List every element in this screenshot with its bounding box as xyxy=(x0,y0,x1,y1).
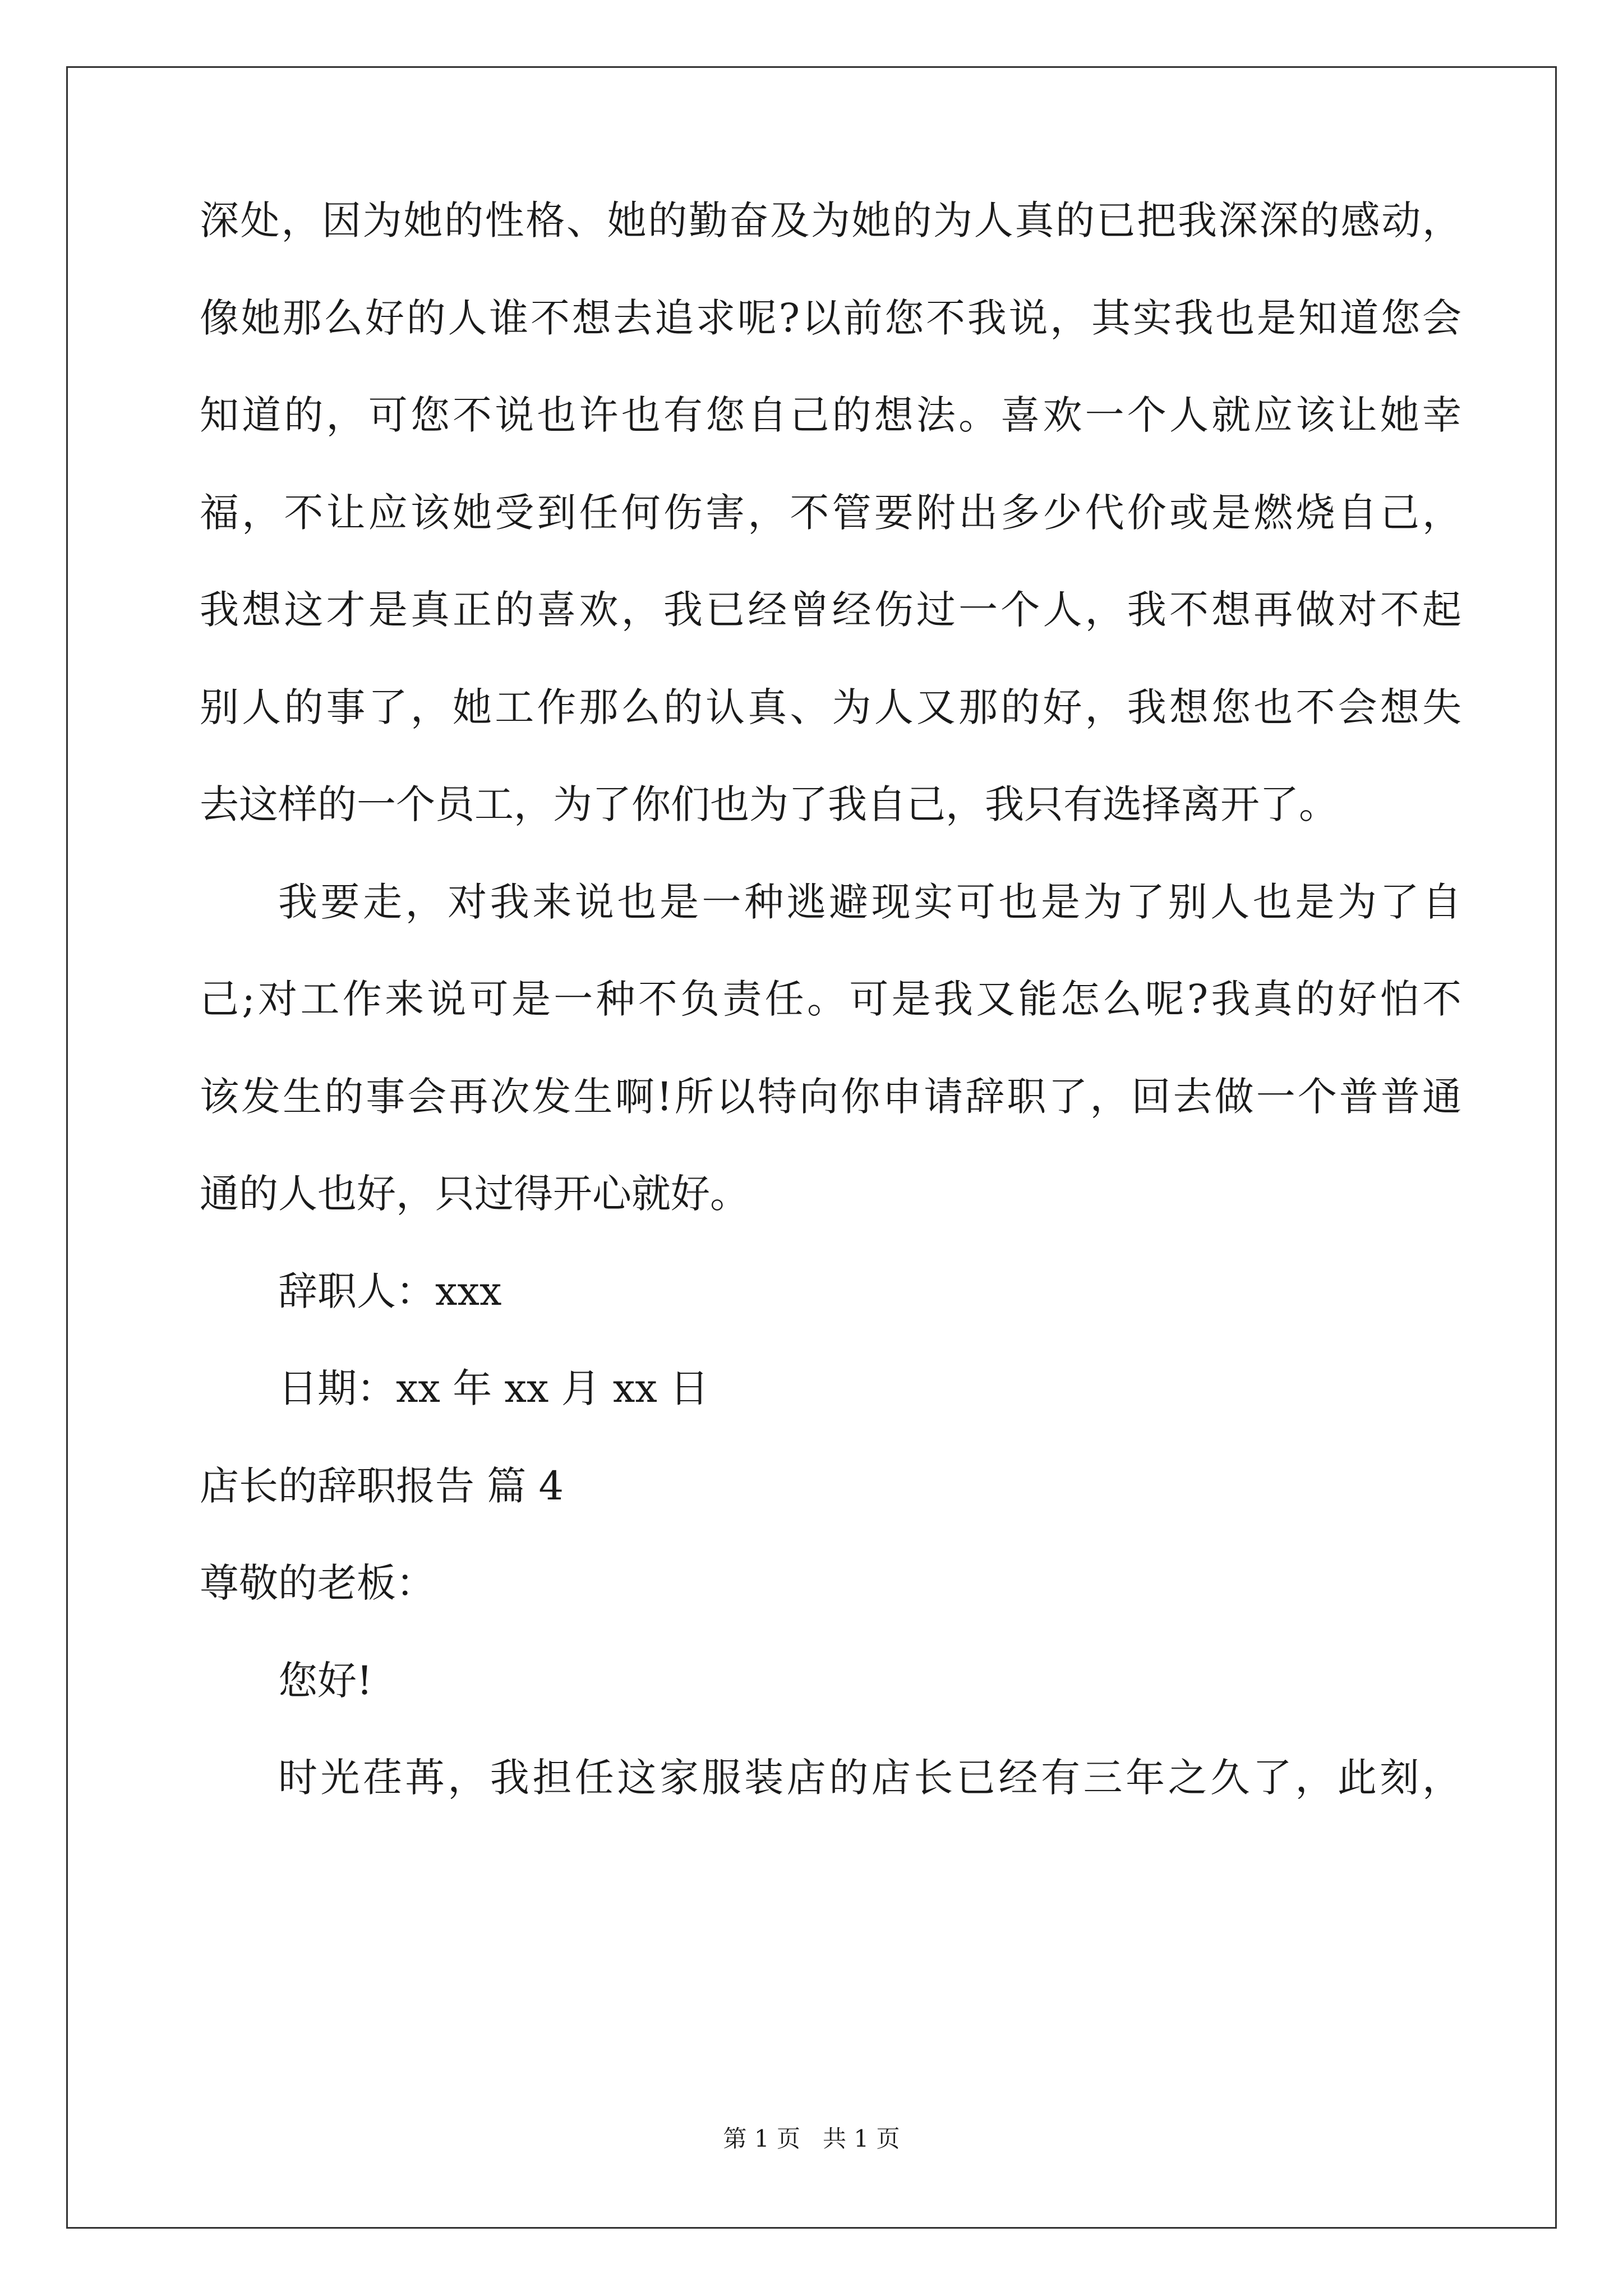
text-line: 深处，因为她的性格、她的勤奋及为她的为人真的已把我深深的感动， xyxy=(200,197,1461,243)
text-line: 我要走，对我来说也是一种逃避现实可也是为了别人也是为了自 xyxy=(278,878,1461,925)
text-line: 像她那么好的人谁不想去追求呢?以前您不我说，其实我也是知道您会 xyxy=(200,295,1461,341)
date-line: 日期：xx 年 xx 月 xx 日 xyxy=(278,1365,709,1411)
text-line: 福，不让应该她受到任何伤害，不管要附出多少代价或是燃烧自己， xyxy=(200,489,1461,536)
section-heading: 店长的辞职报告 篇 4 xyxy=(200,1462,564,1509)
text-line: 知道的，可您不说也许也有您自己的想法。喜欢一个人就应该让她幸 xyxy=(200,392,1461,438)
text-line: 己;对工作来说可是一种不负责任。可是我又能怎么呢?我真的好怕不 xyxy=(200,976,1461,1022)
document-body xyxy=(200,197,1461,1856)
text-line: 我想这才是真正的喜欢，我已经曾经伤过一个人，我不想再做对不起 xyxy=(200,587,1461,633)
salutation: 尊敬的老板： xyxy=(200,1560,435,1606)
text-line: 去这样的一个员工，为了你们也为了我自己，我只有选择离开了。 xyxy=(200,781,1338,827)
page-number: 第 1 页 共 1 页 xyxy=(723,2125,900,2152)
text-line: 通的人也好，只过得开心就好。 xyxy=(200,1171,749,1217)
signature-line: 辞职人：xxx xyxy=(278,1268,502,1314)
text-line: 时光荏苒，我担任这家服装店的店长已经有三年之久了，此刻， xyxy=(278,1755,1461,1801)
text-line: 该发生的事会再次发生啊!所以特向你申请辞职了，回去做一个普普通 xyxy=(200,1073,1461,1120)
greeting: 您好! xyxy=(278,1657,373,1704)
text-line: 别人的事了，她工作那么的认真、为人又那的好，我想您也不会想失 xyxy=(200,684,1461,730)
